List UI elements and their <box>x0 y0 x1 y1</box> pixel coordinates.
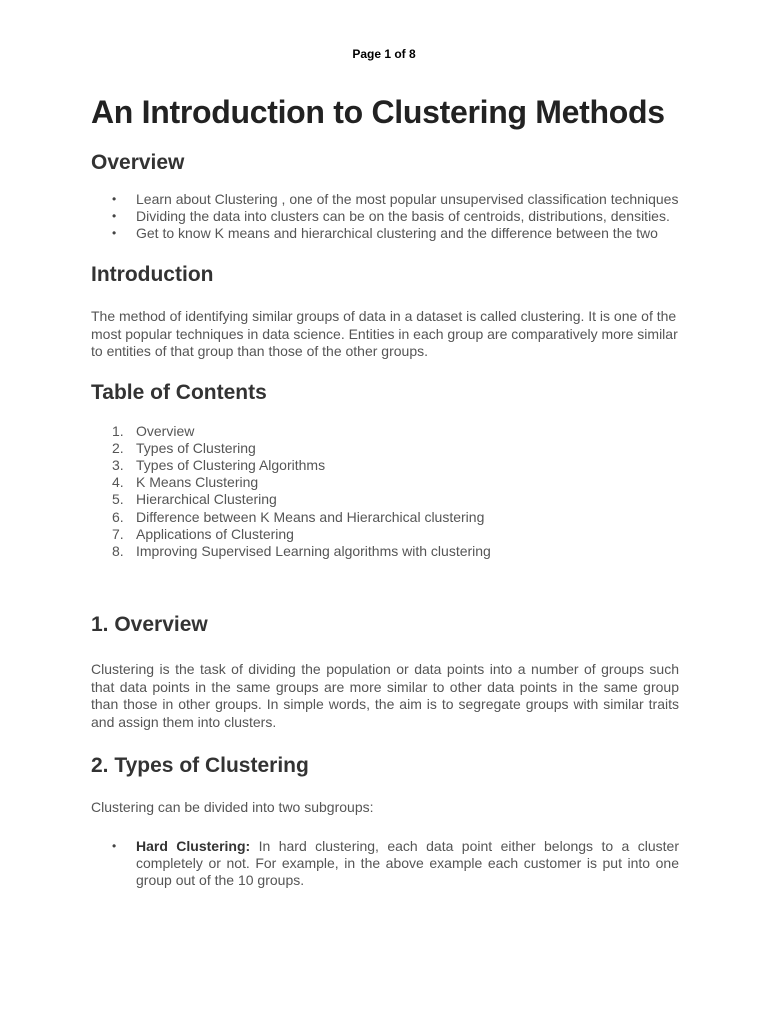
toc-item-number: 1. <box>112 422 124 439</box>
list-item-text: Learn about Clustering , one of the most popular unsupervised classification techniques <box>136 191 679 207</box>
clustering-types-list <box>91 838 679 889</box>
toc-item-label: Applications of Clustering <box>136 525 294 542</box>
toc-item[interactable] <box>91 509 679 526</box>
toc-item-label: Hierarchical Clustering <box>136 491 277 508</box>
toc-item-label: Types of Clustering <box>136 439 256 456</box>
toc-item-number: 2. <box>112 439 124 456</box>
list-item-term: Hard Clustering: <box>136 837 251 854</box>
toc-item[interactable] <box>91 543 679 560</box>
toc-list <box>91 423 679 561</box>
toc-item-number: 8. <box>112 542 124 559</box>
toc-item-label: K Means Clustering <box>136 474 259 491</box>
toc-item-number: 5. <box>112 491 124 508</box>
toc-item-label: Improving Supervised Learning algorithms with clustering <box>136 542 491 559</box>
list-item <box>91 191 679 208</box>
toc-item-label: Difference between K Means and Hierarchical clustering <box>136 508 485 525</box>
toc-item[interactable] <box>91 491 679 508</box>
toc-item[interactable] <box>91 423 679 440</box>
introduction-text: The method of identifying similar groups of data in a dataset is called clustering. It is one of the most popular techniques in data science. Entities in each group are comparatively more similar to entities of that group than those of the other groups. <box>91 308 678 359</box>
toc-item-number: 6. <box>112 508 124 525</box>
section-1-heading: 1. Overview <box>91 613 208 637</box>
bullet-icon: • <box>112 838 117 853</box>
section-1-text: Clustering is the task of dividing the population or data points into a number of groups such that data points in the same groups are more similar to other data points in the same group than those in other groups. In simple words, the aim is to segregate groups with similar traits and assign them into clusters. <box>91 661 679 730</box>
toc-item-number: 3. <box>112 456 124 473</box>
toc-item[interactable] <box>91 474 679 491</box>
toc-item-number: 4. <box>112 474 124 491</box>
introduction-heading: Introduction <box>91 263 214 286</box>
section-2-heading: 2. Types of Clustering <box>91 754 309 778</box>
list-item-text: In hard clustering, each data point either belongs to a cluster completely or not. For example, in the above example each customer is put into one group out of the 10 groups. <box>136 837 679 888</box>
toc-heading: Table of Contents <box>91 380 267 404</box>
toc-item-label: Overview <box>136 422 195 439</box>
list-item <box>91 208 679 225</box>
list-item <box>91 225 679 242</box>
toc-item[interactable] <box>91 440 679 457</box>
document-title: An Introduction to Clustering Methods <box>91 94 665 130</box>
page-header: Page 1 of 8 <box>352 47 416 61</box>
list-item <box>91 838 679 889</box>
section-2-intro: Clustering can be divided into two subgroups: <box>91 799 374 816</box>
document-body <box>91 92 679 889</box>
bullet-icon: • <box>112 226 117 240</box>
toc-item[interactable] <box>91 526 679 543</box>
bullet-icon: • <box>112 192 117 206</box>
toc-item[interactable] <box>91 457 679 474</box>
overview-list <box>91 191 679 242</box>
list-item-text: Dividing the data into clusters can be on the basis of centroids, distributions, densities. <box>136 208 670 224</box>
list-item-text: Get to know K means and hierarchical clustering and the difference between the two <box>136 225 658 241</box>
toc-item-label: Types of Clustering Algorithms <box>136 456 326 473</box>
toc-item-number: 7. <box>112 525 124 542</box>
overview-heading: Overview <box>91 151 185 174</box>
bullet-icon: • <box>112 209 117 223</box>
